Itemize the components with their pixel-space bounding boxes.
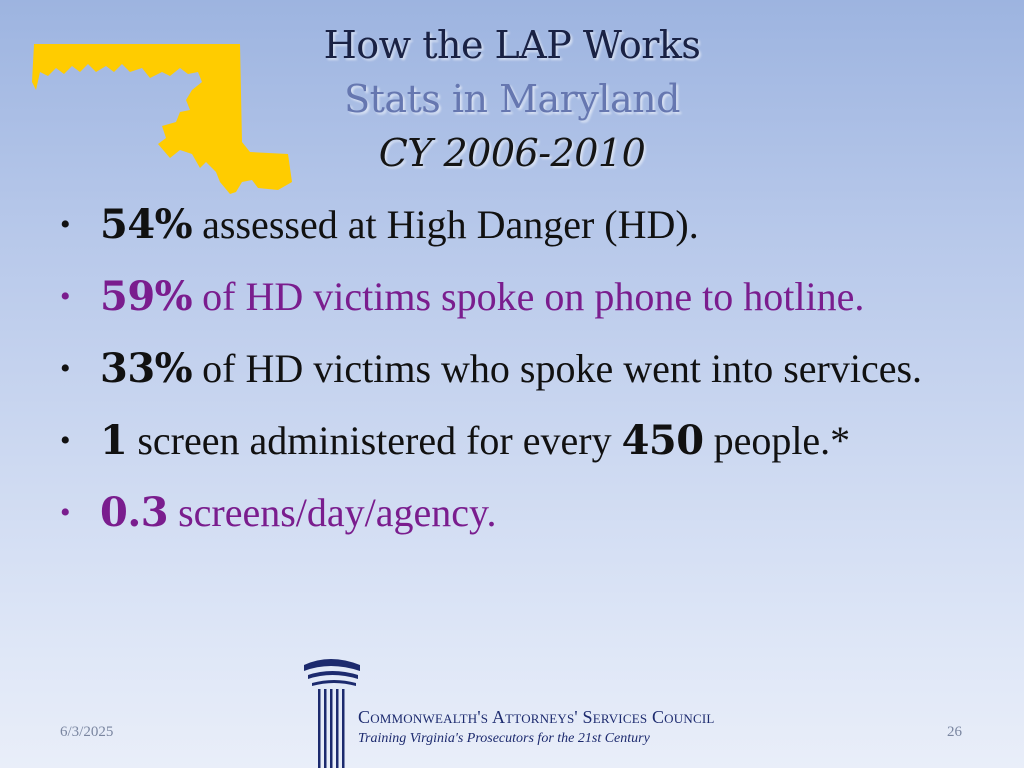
bullet-text: of HD victims spoke on phone to hotline. [192,274,865,319]
bullet-services [56,346,996,392]
bullet-stat: 33% [100,345,193,392]
bullet-text: assessed at High Danger (HD). [192,202,699,247]
bullet-list [56,202,996,562]
title-line-2: Stats in Maryland [344,77,680,121]
bullet-dot: • [60,280,71,313]
bullet-hotline [56,274,996,320]
bullet-stat-2: 450 [621,417,704,464]
bullet-text: screen administered for every [127,418,622,463]
bullet-text-2: people.* [703,418,851,463]
bullet-screens-per-people [56,418,996,464]
bullet-high-danger [56,202,996,248]
slide-title [220,18,804,180]
logo-tagline: Training Virginia's Prosecutors for the 21st Century [358,731,650,746]
bullet-dot: • [60,424,71,457]
bullet-dot: • [60,496,71,529]
casc-logo [300,655,730,768]
bullet-stat: 1 [100,417,128,464]
title-line-1: How the LAP Works [323,23,701,67]
bullet-stat: 59% [100,273,193,320]
bullet-screens-per-day [56,490,996,536]
logo-name: Commonwealth's Attorneys' Services Council [358,707,715,727]
bullet-text: of HD victims who spoke went into services. [192,346,923,391]
title-line-3: CY 2006-2010 [378,131,646,175]
column-building-icon [300,655,360,768]
page-number: 26 [947,724,962,740]
footer-date: 6/3/2025 [60,724,114,740]
bullet-dot: • [60,352,71,385]
bullet-stat: 0.3 [100,489,169,536]
bullet-stat: 54% [100,201,193,248]
bullet-dot: • [60,208,71,241]
bullet-text: screens/day/agency. [168,490,497,535]
